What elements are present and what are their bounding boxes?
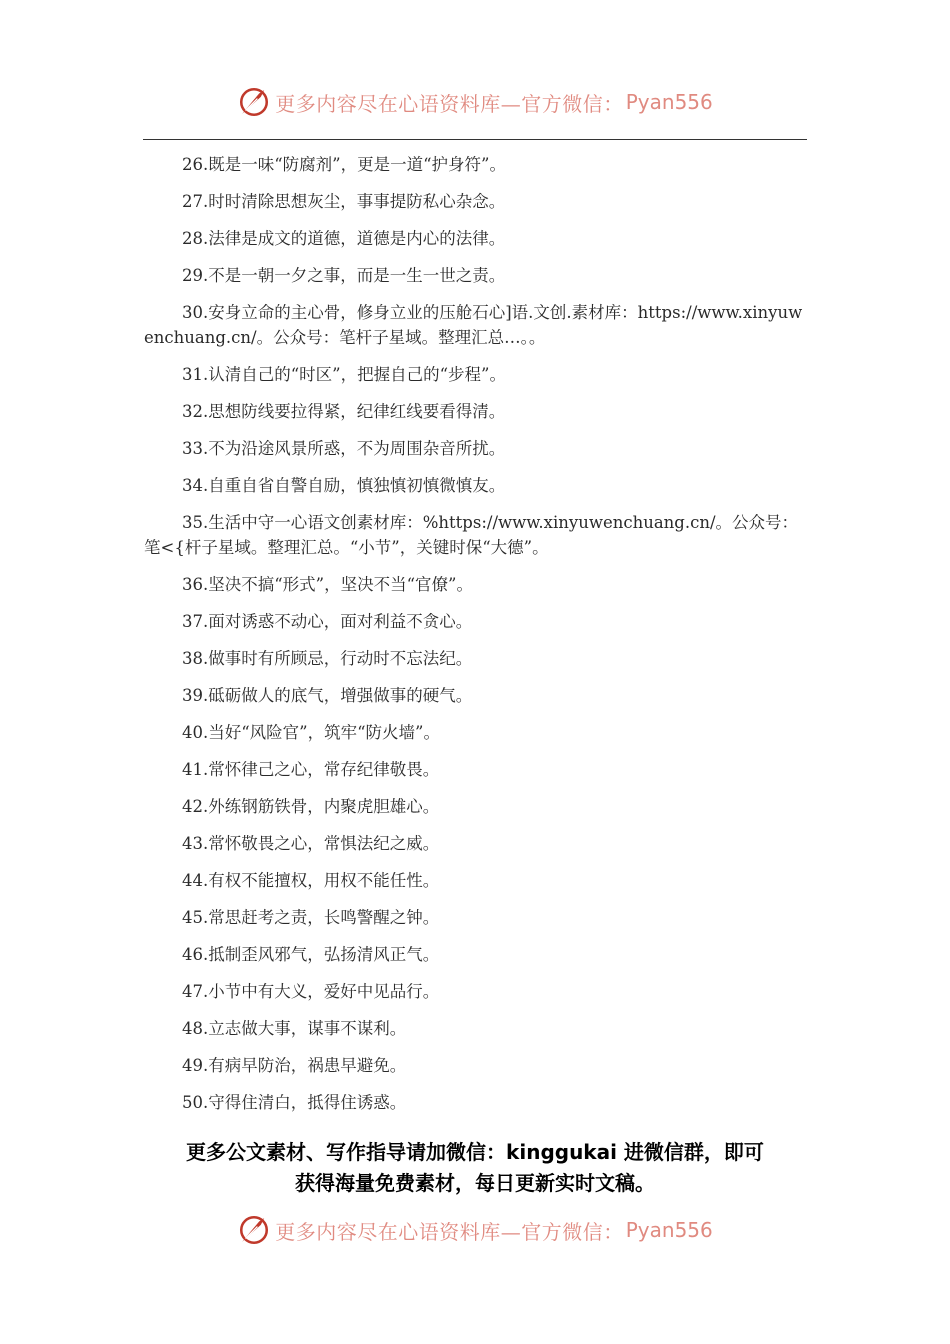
list-item: 40.当好“风险官”，筑牢“防火墙”。 xyxy=(182,723,440,742)
list-item: 42.外练钢筋铁骨，内聚虎胆雄心。 xyxy=(182,797,440,816)
list-item: 31.认清自己的“时区”，把握自己的“步程”。 xyxy=(182,365,506,384)
list-item: 28.法律是成文的道德，道德是内心的法律。 xyxy=(182,229,506,248)
list-item: 50.守得住清白，抵得住诱惑。 xyxy=(182,1093,407,1112)
quote-list xyxy=(144,152,808,1127)
promo-line-2: 获得海量免费素材，每日更新实时文稿。 xyxy=(295,1171,655,1195)
footer-banner xyxy=(0,1210,950,1250)
list-item: 47.小节中有大义，爱好中见品行。 xyxy=(182,982,440,1001)
promo-line-1: 更多公文素材、写作指导请加微信：kinggukai 进微信群，即可 xyxy=(186,1140,764,1164)
banner-text: 更多内容尽在心语资料库—官方微信： xyxy=(275,91,624,116)
list-item: 43.常怀敬畏之心，常惧法纪之威。 xyxy=(182,834,440,853)
list-item: 41.常怀律己之心，常存纪律敬畏。 xyxy=(182,760,440,779)
list-item: 45.常思赶考之责，长鸣警醒之钟。 xyxy=(182,908,440,927)
banner-wechat-id: Pyan556 xyxy=(625,1218,713,1242)
list-item: 46.抵制歪风邪气，弘扬清风正气。 xyxy=(182,945,440,964)
quill-logo-icon xyxy=(237,1213,271,1247)
list-item: 44.有权不能擅权，用权不能任性。 xyxy=(182,871,440,890)
list-item: 27.时时清除思想灰尘，事事提防私心杂念。 xyxy=(182,192,506,211)
list-item: 49.有病早防治，祸患早避免。 xyxy=(182,1056,407,1075)
list-item: 38.做事时有所顾忌，行动时不忘法纪。 xyxy=(182,649,473,668)
header-banner xyxy=(0,82,950,122)
quill-logo-icon xyxy=(237,85,271,119)
list-item: 26.既是一味“防腐剂”，更是一道“护身符”。 xyxy=(182,155,506,174)
promo-notice xyxy=(130,1137,820,1199)
list-item: 30.安身立命的主心骨，修身立业的压舱石心]语.文创.素材库：https://www.xinyuwenchuang.cn/。公众号：笔杆子星域。整理汇总…。。 xyxy=(144,303,803,347)
list-item: 32.思想防线要拉得紧，纪律红线要看得清。 xyxy=(182,402,506,421)
banner-text: 更多内容尽在心语资料库—官方微信： xyxy=(275,1219,624,1244)
list-item: 34.自重自省自警自励，慎独慎初慎微慎友。 xyxy=(182,476,506,495)
header-divider xyxy=(143,139,807,140)
banner-wechat-id: Pyan556 xyxy=(625,90,713,114)
list-item: 29.不是一朝一夕之事，而是一生一世之责。 xyxy=(182,266,506,285)
list-item: 48.立志做大事，谋事不谋利。 xyxy=(182,1019,407,1038)
list-item: 37.面对诱惑不动心，面对利益不贪心。 xyxy=(182,612,473,631)
list-item: 33.不为沿途风景所惑，不为周围杂音所扰。 xyxy=(182,439,506,458)
list-item: 35.生活中守一心语文创素材库：%https://www.xinyuwenchuang.cn/。公众号：笔<{杆子星域。整理汇总。“小节”，关键时保“大德”。 xyxy=(144,513,799,557)
list-item: 39.砥砺做人的底气，增强做事的硬气。 xyxy=(182,686,473,705)
list-item: 36.坚决不搞“形式”，坚决不当“官僚”。 xyxy=(182,575,473,594)
